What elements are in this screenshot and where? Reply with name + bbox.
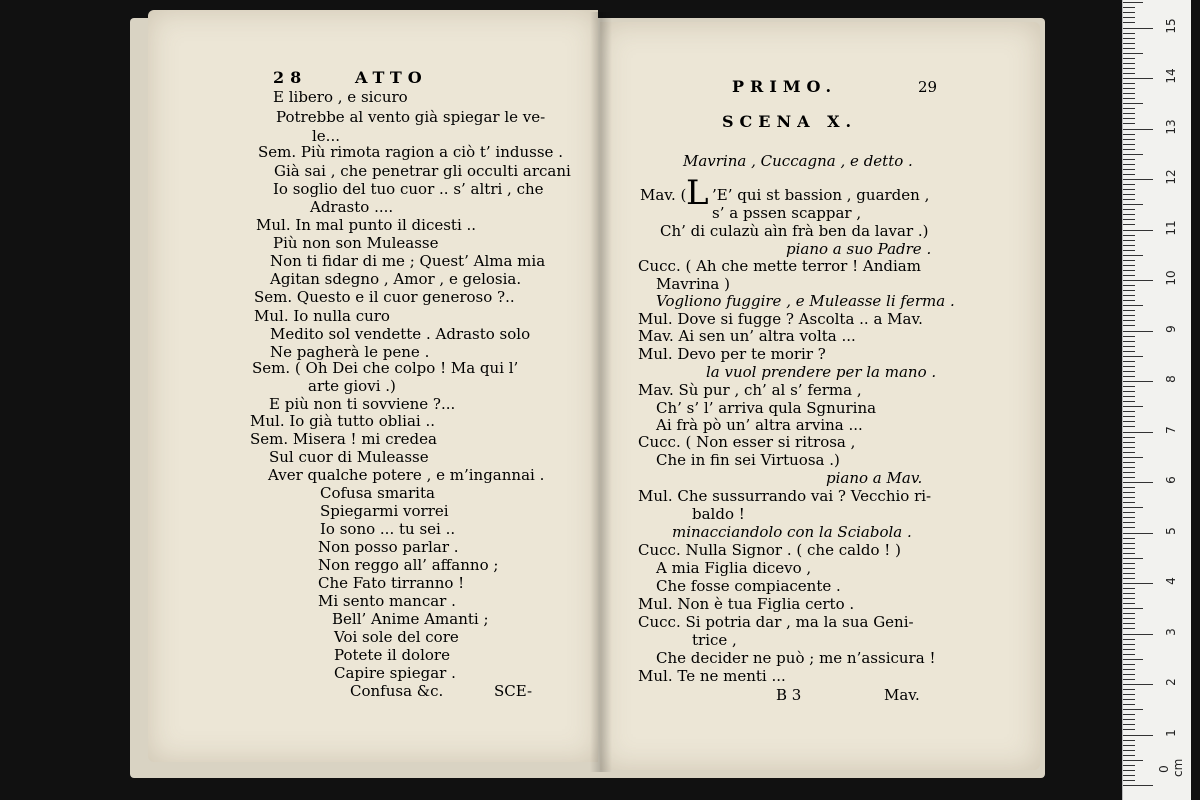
left-page-text-line: Cofusa smarita — [320, 484, 435, 502]
ruler-tick — [1123, 603, 1135, 604]
ruler-tick — [1123, 568, 1135, 569]
ruler-tick — [1123, 17, 1135, 18]
ruler-tick — [1123, 103, 1143, 104]
ruler-tick — [1123, 694, 1135, 695]
ruler-number: 1 — [1164, 728, 1178, 737]
right-page-text-line: piano a Mav. — [826, 469, 923, 487]
ruler-tick — [1123, 517, 1135, 518]
ruler-tick — [1123, 164, 1135, 165]
left-page-text-line: Adrasto .... — [310, 198, 394, 216]
ruler-tick — [1123, 679, 1135, 680]
left-page-text-line: Ne pagherà le pene . — [270, 343, 430, 361]
left-page-text-line: Io sono ... tu sei .. — [320, 520, 456, 538]
ruler-tick — [1123, 63, 1135, 64]
left-page-text-line: Potrebbe al vento già spiegar le ve- — [276, 108, 546, 126]
ruler-tick — [1123, 634, 1153, 635]
ruler-tick — [1123, 22, 1135, 23]
ruler-tick — [1123, 704, 1135, 705]
left-page-text-line: Mul. Io nulla curo — [254, 307, 390, 325]
ruler-tick — [1123, 426, 1135, 427]
ruler-tick — [1123, 618, 1135, 619]
ruler-tick — [1123, 134, 1135, 135]
ruler-tick — [1123, 270, 1135, 271]
right-page-text-line: Mav. Ai sen un’ altra volta ... — [638, 327, 856, 345]
ruler-tick — [1123, 558, 1143, 559]
ruler-tick — [1123, 179, 1153, 180]
right-page-text-line: la vuol prendere per la mano . — [706, 363, 937, 381]
ruler-tick — [1123, 664, 1135, 665]
left-page-text-line: Bell’ Anime Amanti ; — [332, 610, 489, 628]
right-page-text-line: B 3 — [776, 686, 802, 704]
ruler-tick — [1123, 43, 1135, 44]
right-page-text-line: Mul. Dove si fugge ? Ascolta .. a Mav. — [638, 310, 923, 328]
ruler-tick — [1123, 396, 1135, 397]
ruler-number: 0 cm — [1157, 758, 1185, 777]
ruler-number: 9 — [1164, 324, 1178, 333]
ruler-tick — [1123, 224, 1135, 225]
ruler-tick — [1123, 189, 1135, 190]
ruler-tick — [1123, 129, 1153, 130]
ruler-tick — [1123, 755, 1135, 756]
ruler-tick — [1123, 73, 1135, 74]
ruler-tick — [1123, 522, 1135, 523]
right-page-text-line: Vogliono fuggire , e Muleasse li ferma . — [656, 292, 955, 310]
left-page-text-line: le... — [312, 127, 340, 145]
ruler-tick — [1123, 401, 1135, 402]
ruler-tick — [1123, 98, 1135, 99]
right-page-text-line: Mul. Che sussurrando vai ? Vecchio ri- — [638, 487, 932, 505]
ruler-tick — [1123, 573, 1135, 574]
ruler-tick — [1123, 527, 1135, 528]
ruler-tick — [1123, 442, 1135, 443]
right-page-text-line: Che decider ne può ; me n’assicura ! — [656, 649, 936, 667]
ruler-tick — [1123, 497, 1135, 498]
ruler-tick — [1123, 583, 1153, 584]
right-page-text-line: Cucc. ( Ah che mette terror ! Andiam — [638, 257, 921, 275]
right-page-text-line: Mavrina ) — [656, 275, 730, 293]
ruler-tick — [1123, 785, 1153, 786]
ruler-tick — [1123, 300, 1135, 301]
ruler-tick — [1123, 78, 1153, 79]
ruler-tick — [1123, 159, 1135, 160]
ruler-number: 2 — [1164, 678, 1178, 686]
ruler-tick — [1123, 356, 1143, 357]
ruler-tick — [1123, 533, 1153, 534]
ruler-number: 5 — [1164, 526, 1178, 535]
left-page-text-line: Sem. Questo e il cuor generoso ?.. — [254, 288, 515, 306]
ruler-tick — [1123, 108, 1135, 109]
ruler-tick — [1123, 623, 1135, 624]
left-page-text-line: Capire spiegar . — [334, 664, 456, 682]
ruler-tick — [1123, 598, 1135, 599]
ruler-tick — [1123, 139, 1135, 140]
right-page-text-line: Mul. Devo per te morir ? — [638, 345, 826, 363]
ruler-tick — [1123, 144, 1135, 145]
left-page-text-line: Mul. Io già tutto obliai .. — [250, 412, 436, 430]
right-page-text-line: 29 — [918, 78, 938, 96]
ruler-tick — [1123, 290, 1135, 291]
ruler-tick — [1123, 219, 1135, 220]
ruler-tick — [1123, 240, 1135, 241]
ruler-tick — [1123, 770, 1135, 771]
ruler-tick — [1123, 714, 1135, 715]
right-page-text-line: L — [686, 173, 709, 213]
left-page-text-line: 28 — [273, 68, 308, 87]
ruler-tick — [1123, 512, 1135, 513]
ruler-tick — [1123, 735, 1153, 736]
ruler-tick — [1123, 416, 1135, 417]
ruler-tick — [1123, 684, 1153, 685]
ruler-tick — [1123, 209, 1135, 210]
ruler-tick — [1123, 83, 1135, 84]
ruler-number: 7 — [1164, 425, 1178, 434]
ruler-tick — [1123, 320, 1135, 321]
ruler-tick — [1123, 452, 1135, 453]
right-page-text-line: ’E’ qui st bassion , guarden , — [712, 186, 930, 204]
ruler-tick — [1123, 740, 1135, 741]
ruler-tick — [1123, 199, 1135, 200]
ruler-number: 6 — [1164, 476, 1178, 484]
left-page-text-line: Che Fato tirranno ! — [318, 574, 465, 592]
measuring-ruler — [1122, 0, 1191, 800]
ruler-tick — [1123, 265, 1135, 266]
ruler-tick — [1123, 53, 1143, 54]
ruler-tick — [1123, 250, 1135, 251]
left-page-text-line: Medito sol vendette . Adrasto solo — [270, 325, 531, 343]
left-page-text-line: Non posso parlar . — [318, 538, 459, 556]
ruler-tick — [1123, 325, 1135, 326]
ruler-tick — [1123, 659, 1143, 660]
ruler-tick — [1123, 406, 1143, 407]
ruler-tick — [1123, 381, 1153, 382]
ruler-tick — [1123, 12, 1135, 13]
left-page-text-line: Non ti fidar di me ; Quest’ Alma mia — [270, 252, 546, 270]
ruler-tick — [1123, 58, 1135, 59]
ruler-tick — [1123, 361, 1135, 362]
right-page-text-line: Ch’ di culazù aìn frà ben da lavar .) — [660, 222, 929, 240]
right-page-text-line: Che fosse compiacente . — [656, 577, 841, 595]
ruler-tick — [1123, 391, 1135, 392]
ruler-tick — [1123, 204, 1143, 205]
ruler-tick — [1123, 194, 1135, 195]
left-page-text-line: Aver qualche potere , e m’ingannai . — [268, 466, 545, 484]
right-page-text-line: Che in fin sei Virtuosa .) — [656, 451, 840, 469]
ruler-tick — [1123, 553, 1135, 554]
ruler-tick — [1123, 315, 1135, 316]
ruler-tick — [1123, 719, 1135, 720]
right-page-text-line: A mia Figlia dicevo , — [656, 559, 812, 577]
left-page-text-line: Sul cuor di Muleasse — [269, 448, 429, 466]
left-page-text-line: Più non son Muleasse — [273, 234, 439, 252]
ruler-tick — [1123, 457, 1143, 458]
ruler-tick — [1123, 88, 1135, 89]
ruler-tick — [1123, 674, 1135, 675]
ruler-number: 8 — [1164, 375, 1178, 383]
ruler-tick — [1123, 169, 1135, 170]
ruler-tick — [1123, 578, 1135, 579]
ruler-tick — [1123, 729, 1135, 730]
left-page-text-line: E libero , e sicuro — [273, 88, 408, 106]
right-page-text-line: Cucc. Nulla Signor . ( che caldo ! ) — [638, 541, 901, 559]
ruler-tick — [1123, 543, 1135, 544]
left-page-text-line: Sem. ( Oh Dei che colpo ! Ma qui l’ — [252, 359, 519, 377]
ruler-tick — [1123, 123, 1135, 124]
ruler-tick — [1123, 613, 1135, 614]
right-page-text-line: Mav. Sù pur , ch’ al s’ ferma , — [638, 381, 862, 399]
ruler-number: 4 — [1164, 577, 1178, 585]
right-page-text-line: Ai frà pò un’ altra arvina ... — [656, 416, 863, 434]
ruler-tick — [1123, 28, 1153, 29]
left-page-text-line: ATTO — [355, 68, 428, 87]
ruler-tick — [1123, 371, 1135, 372]
ruler-tick — [1123, 280, 1153, 281]
right-page-text-line: PRIMO. — [732, 77, 838, 96]
ruler-number: 13 — [1164, 118, 1178, 135]
ruler-tick — [1123, 608, 1143, 609]
left-page-text-line: Confusa &c. — [350, 682, 444, 700]
ruler-tick — [1123, 38, 1135, 39]
right-page-text-line: trice , — [692, 631, 737, 649]
right-page-text-line: Cucc. Si potria dar , ma la sua Geni- — [638, 613, 914, 631]
ruler-tick — [1123, 502, 1135, 503]
ruler-tick — [1123, 275, 1135, 276]
ruler-tick — [1123, 411, 1135, 412]
ruler-tick — [1123, 154, 1143, 155]
ruler-tick — [1123, 437, 1135, 438]
ruler-tick — [1123, 487, 1135, 488]
ruler-number: 15 — [1164, 17, 1178, 34]
right-page-text-line: piano a suo Padre . — [786, 240, 932, 258]
ruler-tick — [1123, 93, 1135, 94]
ruler-tick — [1123, 492, 1135, 493]
ruler-tick — [1123, 68, 1135, 69]
ruler-tick — [1123, 644, 1135, 645]
right-page-text-line: Mavrina , Cuccagna , e detto . — [683, 152, 913, 170]
left-page-text-line: Voi sole del core — [334, 628, 459, 646]
ruler-tick — [1123, 669, 1135, 670]
ruler-tick — [1123, 538, 1135, 539]
ruler-tick — [1123, 588, 1135, 589]
ruler-tick — [1123, 310, 1135, 311]
ruler-tick — [1123, 639, 1135, 640]
ruler-tick — [1123, 351, 1135, 352]
ruler-tick — [1123, 709, 1143, 710]
right-page-text-line: baldo ! — [692, 505, 745, 523]
ruler-tick — [1123, 295, 1135, 296]
ruler-number: 12 — [1164, 169, 1178, 185]
ruler-tick — [1123, 765, 1135, 766]
ruler-tick — [1123, 724, 1135, 725]
ruler-number: 11 — [1164, 219, 1178, 236]
right-page-text-line: Mav. — [884, 686, 920, 704]
ruler-tick — [1123, 467, 1135, 468]
ruler-tick — [1123, 447, 1135, 448]
left-page-text-line: E più non ti sovviene ?... — [269, 395, 456, 413]
left-page-text-line: Io soglio del tuo cuor .. s’ altri , che — [273, 180, 544, 198]
ruler-number: 10 — [1164, 270, 1178, 286]
left-page-text-line: Sem. Misera ! mi credea — [250, 430, 437, 448]
ruler-tick — [1123, 174, 1135, 175]
ruler-tick — [1123, 235, 1135, 236]
left-page-text-line: Sem. Più rimota ragion a ciò t’ indusse . — [258, 143, 563, 161]
ruler-tick — [1123, 750, 1135, 751]
ruler-tick — [1123, 230, 1153, 231]
ruler-tick — [1123, 341, 1135, 342]
ruler-tick — [1123, 255, 1143, 256]
ruler-tick — [1123, 628, 1135, 629]
ruler-tick — [1123, 260, 1135, 261]
ruler-tick — [1123, 548, 1135, 549]
ruler-tick — [1123, 305, 1143, 306]
ruler-tick — [1123, 507, 1143, 508]
ruler-tick — [1123, 48, 1135, 49]
right-page-text-line: Mul. Non è tua Figlia certo . — [638, 595, 855, 613]
right-page-text-line: Mav. ( — [640, 186, 687, 204]
ruler-tick — [1123, 346, 1135, 347]
left-page-text-line: SCE- — [494, 682, 533, 700]
ruler-tick — [1123, 472, 1135, 473]
ruler-tick — [1123, 593, 1135, 594]
left-page-text-line: Già sai , che penetrar gli occulti arcani — [274, 162, 571, 180]
ruler-tick — [1123, 386, 1135, 387]
ruler-tick — [1123, 7, 1135, 8]
right-page-text-line: Mul. Te ne menti ... — [638, 667, 786, 685]
ruler-tick — [1123, 649, 1135, 650]
left-page-text-line: Potete il dolore — [334, 646, 450, 664]
ruler-tick — [1123, 745, 1135, 746]
ruler-tick — [1123, 118, 1135, 119]
ruler-tick — [1123, 477, 1135, 478]
ruler-number: 3 — [1164, 627, 1178, 636]
ruler-tick — [1123, 563, 1135, 564]
ruler-tick — [1123, 654, 1135, 655]
ruler-tick — [1123, 245, 1135, 246]
right-page-text-line: minacciandolo con la Sciabola . — [672, 523, 912, 541]
left-page-text-line: Agitan sdegno , Amor , e gelosia. — [270, 270, 522, 288]
left-page-text-line: Mi sento mancar . — [318, 592, 456, 610]
ruler-tick — [1123, 184, 1135, 185]
right-page-text-line: Ch’ s’ l’ arriva qula Sgnurina — [656, 399, 877, 417]
left-page-text-line: Mul. In mal punto il dicesti .. — [256, 216, 477, 234]
ruler-tick — [1123, 214, 1135, 215]
right-page-text-line: s’ a pssen scappar , — [712, 204, 862, 222]
ruler-tick — [1123, 482, 1153, 483]
ruler-tick — [1123, 149, 1135, 150]
left-page-text-line: arte giovi .) — [308, 377, 396, 395]
left-page-text-line: Spiegarmi vorrei — [320, 502, 449, 520]
ruler-tick — [1123, 331, 1153, 332]
left-page-text-line: Non reggo all’ affanno ; — [318, 556, 499, 574]
ruler-tick — [1123, 33, 1135, 34]
ruler-tick — [1123, 113, 1135, 114]
ruler-tick — [1123, 432, 1153, 433]
ruler-tick — [1123, 2, 1143, 3]
ruler-tick — [1123, 760, 1143, 761]
book-gutter — [590, 12, 612, 772]
right-page-text-line: Cucc. ( Non esser si ritrosa , — [638, 433, 856, 451]
ruler-tick — [1123, 366, 1135, 367]
ruler-tick — [1123, 699, 1135, 700]
ruler-tick — [1123, 285, 1135, 286]
ruler-number: 14 — [1164, 68, 1178, 84]
ruler-tick — [1123, 775, 1135, 776]
ruler-tick — [1123, 336, 1135, 337]
ruler-tick — [1123, 780, 1135, 781]
ruler-tick — [1123, 689, 1135, 690]
ruler-tick — [1123, 462, 1135, 463]
ruler-tick — [1123, 421, 1135, 422]
ruler-tick — [1123, 376, 1135, 377]
right-page-text-line: SCENA X. — [722, 112, 858, 131]
